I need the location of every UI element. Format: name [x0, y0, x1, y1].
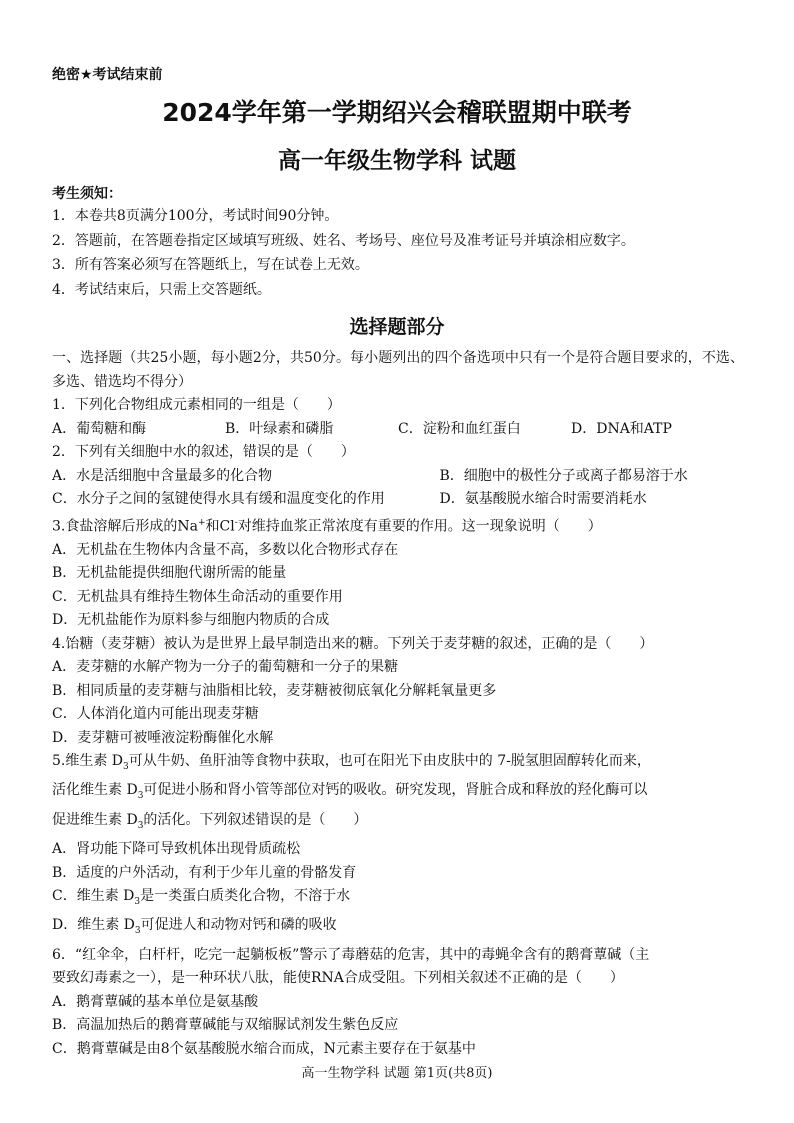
option-c: [52, 885, 744, 914]
notice-item: 2．答题前，在答题卷指定区域填写班级、姓名、考场号、座位号及准考证号并填涂相应数字。: [52, 232, 635, 249]
subscript: 3: [123, 761, 129, 772]
exam-subtitle: 高一年级生物学科 试题: [277, 148, 516, 174]
option-part: D．维生素 D: [52, 917, 135, 934]
option-d: D．DNA和ATP: [571, 420, 672, 437]
option-a: A．葡萄糖和酶: [52, 420, 147, 437]
option-part: 可促进人和动物对钙和磷的吸收: [140, 917, 337, 934]
question-5-stem-line2: [52, 779, 744, 808]
subscript: 3: [137, 820, 144, 831]
page-footer: 高一生物学科 试题 第1页(共8页): [301, 1066, 493, 1081]
option-c: C．无机盐具有维持生物体生命活动的重要作用: [52, 588, 343, 605]
question-3-stem: [52, 512, 744, 539]
option-d: D．无机盐能作为原料参与细胞内物质的合成: [52, 612, 330, 629]
option-b: B．高温加热后的鹅膏蕈碱能与双缩脲试剂发生紫色反应: [52, 1017, 399, 1034]
option-b: B．细胞中的极性分子或离子都易溶于水: [439, 467, 688, 484]
option-d: D．麦芽糖可被唾液淀粉酶催化水解: [52, 729, 274, 746]
option-c: C．淀粉和血红蛋白: [398, 420, 521, 437]
stem-part: 和Cl: [205, 518, 235, 535]
subscript: 3: [137, 791, 144, 802]
question-1-stem: 1．下列化合物组成元素相同的一组是（ ）: [52, 397, 341, 413]
option-a: A．无机盐在生物体内含量不高，多数以化合物形式存在: [52, 541, 399, 558]
option-part: 是一类蛋白质类化合物，不溶于水: [140, 888, 351, 905]
option-b: B．叶绿素和磷脂: [225, 420, 334, 437]
option-a: A．麦芽糖的水解产物为一分子的葡萄糖和一分子的果糖: [52, 659, 399, 676]
notice-item: 1．本卷共8页满分100分，考试时间90分钟。: [52, 208, 339, 224]
stem-part: 3.食盐溶解后形成的Na: [52, 518, 198, 535]
stem-part: 可从牛奶、鱼肝油等食物中获取，也可在阳光下由皮肤中的 7-脱氢胆固醇转化而来，: [128, 753, 651, 770]
notice-item: 4．考试结束后，只需上交答题纸。: [52, 281, 271, 298]
option-a: A．水是活细胞中含量最多的化合物: [52, 467, 273, 484]
option-a: A．鹅膏蕈碱的基本单位是氨基酸: [52, 993, 259, 1010]
confidential-label: 绝密★考试结束前: [52, 67, 163, 83]
question-2-options-row1: [52, 465, 744, 489]
stem-part: 活化维生素 D: [52, 782, 138, 799]
option-part: C．维生素 D: [52, 888, 135, 905]
notice-list: [52, 204, 752, 302]
stem-part: 5.维生素 D: [52, 753, 124, 770]
question-6-stem-line1: 6．“红伞伞，白杆杆，吃完一起躺板板”警示了毒蘑菇的危害，其中的毒蝇伞含有的鹅膏蕈碱（主: [52, 946, 650, 963]
option-d: D．氨基酸脱水缩合时需要消耗水: [439, 491, 647, 507]
question-6-stem-line2: 要致幻毒素之一），是一种环状八肽，能使RNA合成受阻。下列相关叙述不正确的是（ ）: [52, 970, 624, 987]
option-c: C．水分子之间的氢键使得水具有缓和温度变化的作用: [52, 491, 385, 507]
section-title: 选择题部分: [349, 316, 445, 338]
option-a: A．肾功能下降可导致机体出现骨质疏松: [52, 841, 301, 858]
notice-heading: 考生须知：: [52, 186, 122, 202]
question-4-stem: 4.饴糖（麦芽糖）被认为是世界上最早制造出来的糖。下列关于麦芽糖的叙述，正确的是（ ）: [52, 635, 654, 652]
option-c: C．鹅膏蕈碱是由8个氨基酸脱水缩合而成，N元素主要存在于氨基中: [52, 1040, 476, 1057]
option-c: C．人体消化道内可能出现麦芽糖: [52, 706, 259, 723]
question-2-stem: 2．下列有关细胞中水的叙述，错误的是（ ）: [52, 444, 355, 460]
subscript: 3: [134, 896, 141, 907]
stem-part: 可促进小肠和肾小管等部位对钙的吸收。研究发现，肾脏合成和释放的羟化酶可以: [143, 782, 648, 799]
question-5-stem-line3: [52, 809, 744, 838]
option-d: [52, 914, 744, 943]
exam-title: 2024学年第一学期绍兴会稽联盟期中联考: [162, 98, 632, 127]
question-2-options-row2: [52, 488, 744, 512]
questions-body: [52, 347, 744, 1061]
subscript: 3: [134, 926, 141, 937]
question-5-stem-line1: [52, 750, 744, 779]
question-1-options: [52, 418, 744, 442]
ion-charge: -: [234, 517, 238, 528]
option-b: B．无机盐能提供细胞代谢所需的能量: [52, 565, 287, 582]
notice-item: 3．所有答案必须写在答题纸上，写在试卷上无效。: [52, 257, 369, 273]
stem-part: 的活化。下列叙述错误的是（ ）: [143, 811, 368, 828]
ion-charge: +: [197, 517, 206, 528]
option-b: B．相同质量的麦芽糖与油脂相比较，麦芽糖被彻底氧化分解耗氧量更多: [52, 682, 497, 699]
stem-part: 对维持血浆正常浓度有重要的作用。这一现象说明（ ）: [237, 518, 602, 535]
stem-part: 促进维生素 D: [52, 811, 138, 828]
option-b: B．适度的户外活动，有利于少年儿童的骨骼发育: [52, 864, 357, 881]
part-intro: 一、选择题（共25小题，每小题2分，共50分。每小题列出的四个备选项中只有一个是符合题目要求的，不选、多选、错选均不得分）: [52, 350, 744, 390]
